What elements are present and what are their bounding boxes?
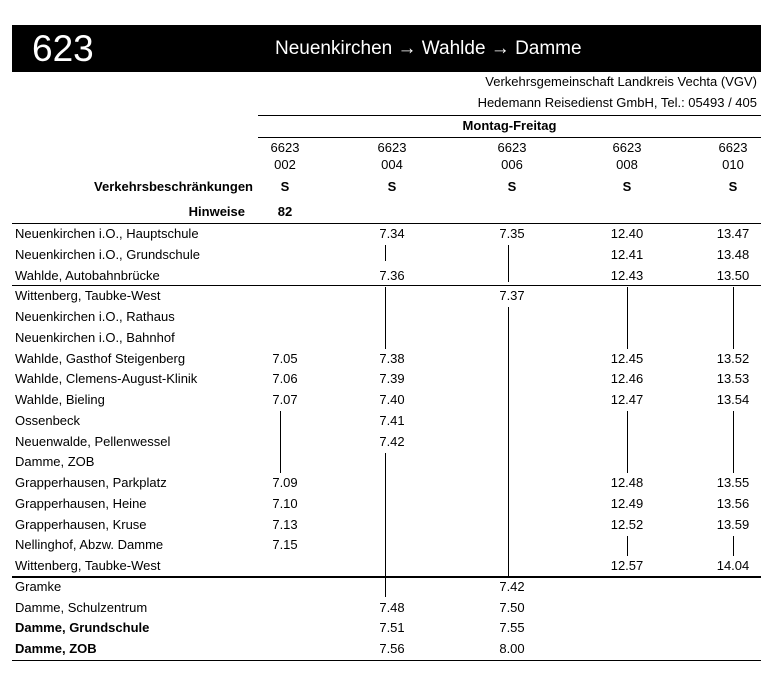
departure-time: 12.52 [610, 517, 644, 532]
trip-restriction: S [728, 179, 738, 194]
restrictions-label: Verkehrsbeschränkungen [94, 179, 253, 194]
stop-name: Neuenkirchen i.O., Bahnhof [15, 330, 175, 345]
trip-restriction: S [387, 179, 397, 194]
trip-number: 008 [616, 157, 638, 172]
passthrough-line [280, 411, 281, 473]
departure-time: 7.37 [499, 288, 525, 303]
stop-name: Neuenwalde, Pellenwessel [15, 434, 171, 449]
departure-time: 7.51 [379, 620, 405, 635]
stop-name: Grapperhausen, Heine [15, 496, 147, 511]
stop-name: Nellinghof, Abzw. Damme [15, 537, 164, 552]
departure-time: 8.00 [499, 641, 525, 656]
departure-time: 12.45 [610, 351, 644, 366]
passthrough-line [508, 307, 509, 577]
stop-name: Damme, Schulzentrum [15, 600, 148, 615]
departure-time: 7.36 [379, 268, 405, 283]
departure-time: 7.42 [499, 579, 525, 594]
stop-name: Ossenbeck [15, 413, 81, 428]
passthrough-line [733, 287, 734, 349]
stop-name: Neuenkirchen i.O., Hauptschule [15, 226, 199, 241]
trip-line-number: 6623 [377, 140, 407, 155]
divider-bottom [12, 660, 761, 661]
departure-time: 13.54 [716, 392, 750, 407]
trip-number: 010 [722, 157, 744, 172]
departure-time: 12.49 [610, 496, 644, 511]
departure-time: 7.07 [272, 392, 298, 407]
departure-time: 13.47 [716, 226, 750, 241]
stop-name: Damme, Grundschule [15, 620, 150, 635]
stop-name: Wittenberg, Taubke-West [15, 288, 161, 303]
stop-name: Wahlde, Autobahnbrücke [15, 268, 160, 283]
notes-label: Hinweise [188, 204, 245, 219]
stop-name: Wahlde, Bieling [15, 392, 105, 407]
departure-time: 7.56 [379, 641, 405, 656]
stop-name: Damme, ZOB [15, 454, 95, 469]
trip-line-number: 6623 [718, 140, 748, 155]
departure-time: 13.52 [716, 351, 750, 366]
departure-time: 13.55 [716, 475, 750, 490]
trip-line-number: 6623 [612, 140, 642, 155]
stop-name: Grapperhausen, Parkplatz [15, 475, 167, 490]
route-title: Neuenkirchen → Wahlde → Damme [275, 38, 582, 59]
stop-name: Damme, ZOB [15, 641, 97, 656]
departure-time: 12.57 [610, 558, 644, 573]
stop-name: Grapperhausen, Kruse [15, 517, 147, 532]
departure-time: 12.41 [610, 247, 644, 262]
trip-number: 004 [381, 157, 403, 172]
passthrough-line [385, 287, 386, 349]
passthrough-line [385, 453, 386, 597]
divider-day [258, 137, 761, 138]
trip-line-number: 6623 [270, 140, 300, 155]
operator-line-2: Hedemann Reisedienst GmbH, Tel.: 05493 / 405 [477, 95, 757, 110]
departure-time: 7.39 [379, 371, 405, 386]
departure-time: 7.41 [379, 413, 405, 428]
stop-name: Neuenkirchen i.O., Rathaus [15, 309, 175, 324]
trip-note: 82 [277, 204, 293, 219]
departure-time: 13.59 [716, 517, 750, 532]
departure-time: 12.48 [610, 475, 644, 490]
departure-time: 7.10 [272, 496, 298, 511]
departure-time: 7.15 [272, 537, 298, 552]
departure-time: 14.04 [716, 558, 750, 573]
departure-time: 7.48 [379, 600, 405, 615]
passthrough-line [733, 536, 734, 556]
departure-time: 12.43 [610, 268, 644, 283]
stop-name: Wahlde, Gasthof Steigenberg [15, 351, 186, 366]
trip-number: 006 [501, 157, 523, 172]
passthrough-line [627, 536, 628, 556]
divider-top [258, 115, 761, 116]
departure-time: 7.34 [379, 226, 405, 241]
departure-time: 7.35 [499, 226, 525, 241]
departure-time: 12.47 [610, 392, 644, 407]
trip-restriction: S [280, 179, 290, 194]
departure-time: 13.48 [716, 247, 750, 262]
departure-time: 13.50 [716, 268, 750, 283]
departure-time: 7.40 [379, 392, 405, 407]
departure-time: 7.50 [499, 600, 525, 615]
departure-time: 7.09 [272, 475, 298, 490]
passthrough-line [508, 245, 509, 282]
route-header [12, 25, 761, 72]
departure-time: 13.53 [716, 371, 750, 386]
passthrough-line [627, 287, 628, 349]
departure-time: 7.05 [272, 351, 298, 366]
departure-time: 12.40 [610, 226, 644, 241]
trip-restriction: S [622, 179, 632, 194]
divider-header [12, 223, 761, 224]
operator-line-1: Verkehrsgemeinschaft Landkreis Vechta (VGV) [485, 74, 757, 89]
departure-time: 7.38 [379, 351, 405, 366]
departure-time: 7.13 [272, 517, 298, 532]
stop-name: Wittenberg, Taubke-West [15, 558, 161, 573]
stop-name: Wahlde, Clemens-August-Klinik [15, 371, 198, 386]
departure-time: 12.46 [610, 371, 644, 386]
departure-time: 7.42 [379, 434, 405, 449]
route-number: 623 [32, 28, 94, 69]
stop-name: Neuenkirchen i.O., Grundschule [15, 247, 200, 262]
departure-time: 7.06 [272, 371, 298, 386]
day-label: Montag-Freitag [462, 118, 557, 133]
trip-number: 002 [274, 157, 296, 172]
trip-line-number: 6623 [497, 140, 527, 155]
trip-restriction: S [507, 179, 517, 194]
divider-section-2 [12, 576, 761, 578]
departure-time: 13.56 [716, 496, 750, 511]
divider-section-1 [12, 285, 761, 286]
passthrough-line [627, 411, 628, 473]
departure-time: 7.55 [499, 620, 525, 635]
stop-name: Gramke [15, 579, 62, 594]
passthrough-line [733, 411, 734, 473]
passthrough-line [385, 245, 386, 261]
